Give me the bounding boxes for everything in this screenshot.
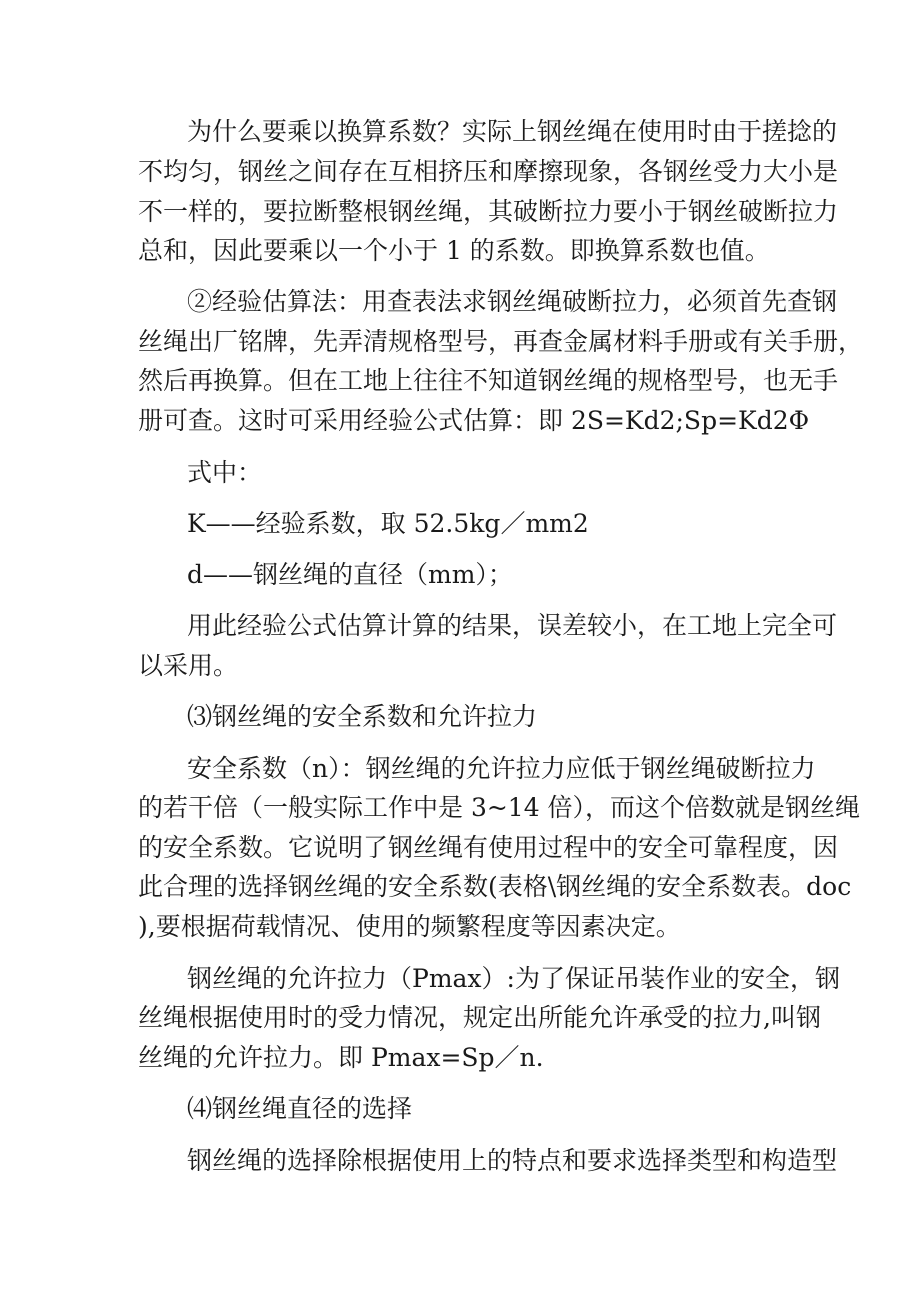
text-line: 丝绳根据使用时的受力情况，规定出所能允许承受的拉力,叫钢 bbox=[138, 1003, 821, 1032]
text-line: 不均匀，钢丝之间存在互相挤压和摩擦现象，各钢丝受力大小是 bbox=[138, 157, 839, 186]
text-line: 此合理的选择钢丝绳的安全系数(表格\钢丝绳的安全系数表。doc bbox=[138, 872, 852, 901]
text-line: 不一样的，要拉断整根钢丝绳，其破断拉力要小于钢丝破断拉力 bbox=[138, 197, 839, 226]
section-heading: ⑷钢丝绳直径的选择 bbox=[187, 1094, 413, 1123]
text-line: 用此经验公式估算计算的结果，误差较小，在工地上完全可 bbox=[187, 611, 838, 640]
text-line: 总和，因此要乘以一个小于 1 的系数。即换算系数也值。 bbox=[138, 236, 770, 265]
text-line: 钢丝绳的选择除根据使用上的特点和要求选择类型和构造型 bbox=[187, 1146, 838, 1175]
text-line: 册可查。这时可采用经验公式估算：即 2S=Kd2;Sp=Kd2Φ bbox=[138, 406, 810, 435]
text-line: 的若干倍（一般实际工作中是 3~14 倍），而这个倍数就是钢丝绳 bbox=[138, 793, 861, 822]
text-line: 丝绳出厂铭牌，先弄清规格型号，再查金属材料手册或有关手册， bbox=[138, 327, 864, 356]
text-line: 然后再换算。但在工地上往往不知道钢丝绳的规格型号，也无手 bbox=[138, 366, 839, 395]
text-line: d——钢丝绳的直径（mm）； bbox=[187, 560, 513, 589]
text-line: K——经验系数，取 52.5kg／mm2 bbox=[187, 509, 589, 538]
text-line: ),要根据荷载情况、使用的频繁程度等因素决定。 bbox=[138, 912, 681, 941]
text-line: 安全系数（n）：钢丝绳的允许拉力应低于钢丝绳破断拉力 bbox=[187, 754, 816, 783]
text-line: 以采用。 bbox=[138, 651, 239, 680]
text-line: 钢丝绳的允许拉力（Pmax）:为了保证吊装作业的安全，钢 bbox=[187, 964, 840, 993]
text-line: 的安全系数。它说明了钢丝绳有使用过程中的安全可靠程度，因 bbox=[138, 833, 839, 862]
text-line: 丝绳的允许拉力。即 Pmax=Sp／n. bbox=[138, 1043, 544, 1072]
text-line: ②经验估算法：用查表法求钢丝绳破断拉力，必须首先查钢 bbox=[187, 287, 838, 316]
text-line: 式中： bbox=[187, 458, 263, 487]
section-heading: ⑶钢丝绳的安全系数和允许拉力 bbox=[187, 702, 538, 731]
text-line: 为什么要乘以换算系数？实际上钢丝绳在使用时由于搓捻的 bbox=[187, 117, 838, 146]
